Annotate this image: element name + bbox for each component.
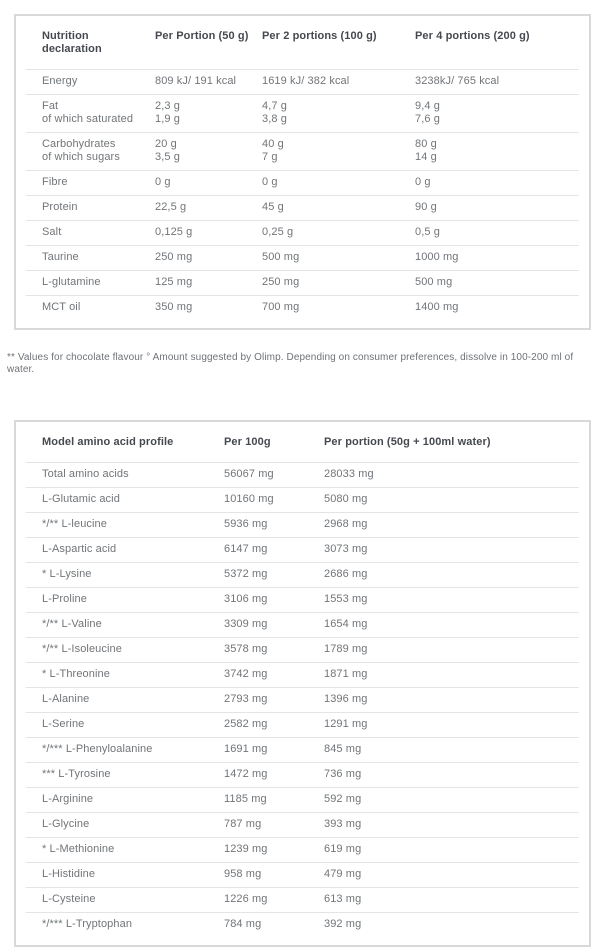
value-per-portion: 250 mg: [155, 251, 193, 263]
nutrition-header-per-4-portions: Per 4 portions (200 g): [415, 30, 530, 42]
value-per-portion: 809 kJ/ 191 kcal: [155, 75, 237, 87]
row-label: L-Cysteine: [42, 893, 96, 905]
table-row-salt: [26, 220, 579, 245]
table-row-l-glutamine: [26, 270, 579, 295]
table-row-total-amino-acids: [26, 462, 579, 487]
row-label: Carbohydrates: [42, 138, 116, 150]
value-per-100g: 3106 mg: [224, 593, 268, 605]
row-label: L-Serine: [42, 718, 85, 730]
value-per-100g: 787 mg: [224, 818, 262, 830]
value-per-portion: 2968 mg: [324, 518, 368, 530]
subvalue-per-4-portions: 7,6 g: [415, 113, 440, 125]
table-row-protein: [26, 195, 579, 220]
table-row-l-histidine: [26, 862, 579, 887]
value-per-portion: 2686 mg: [324, 568, 368, 580]
value-per-100g: 10160 mg: [224, 493, 274, 505]
subvalue-per-portion: 1,9 g: [155, 113, 180, 125]
value-per-4-portions: 3238kJ/ 765 kcal: [415, 75, 500, 87]
value-per-100g: 1226 mg: [224, 893, 268, 905]
row-label: */** L-leucine: [42, 518, 107, 530]
table-row-l-leucine: [26, 512, 579, 537]
value-per-100g: 2793 mg: [224, 693, 268, 705]
value-per-4-portions: 9,4 g: [415, 100, 440, 112]
value-per-portion: 736 mg: [324, 768, 362, 780]
nutrition-header-declaration: Nutrition declaration: [42, 30, 102, 55]
table-row-l-lysine: [26, 562, 579, 587]
row-label: */*** L-Phenyloalanine: [42, 743, 153, 755]
row-label: L-Proline: [42, 593, 87, 605]
value-per-100g: 5936 mg: [224, 518, 268, 530]
row-sublabel: of which sugars: [42, 151, 120, 163]
table-row-l-aspartic-acid: [26, 537, 579, 562]
value-per-portion: 350 mg: [155, 301, 193, 313]
nutrition-header-row: [26, 16, 579, 69]
table-row-l-methionine: [26, 837, 579, 862]
table-row-l-arginine: [26, 787, 579, 812]
value-per-2-portions: 0 g: [262, 176, 278, 188]
value-per-portion: 845 mg: [324, 743, 362, 755]
value-per-2-portions: 4,7 g: [262, 100, 287, 112]
value-per-4-portions: 90 g: [415, 201, 437, 213]
table-row-l-glutamic-acid: [26, 487, 579, 512]
footnote-text: ** Values for chocolate flavour ° Amount suggested by Olimp. Depending on consumer preferences, dissolve in 100-200 ml of water.: [7, 352, 574, 375]
value-per-portion: 1396 mg: [324, 693, 368, 705]
table-row-fat: [26, 94, 579, 132]
table-row-l-valine: [26, 612, 579, 637]
table-row-l-cysteine: [26, 887, 579, 912]
value-per-2-portions: 45 g: [262, 201, 284, 213]
value-per-portion: 393 mg: [324, 818, 362, 830]
value-per-100g: 1185 mg: [224, 793, 267, 805]
value-per-2-portions-group: [262, 138, 415, 164]
table-row-taurine: [26, 245, 579, 270]
value-per-portion: 1553 mg: [324, 593, 368, 605]
value-per-100g: 3578 mg: [224, 643, 268, 655]
subvalue-per-4-portions: 14 g: [415, 151, 437, 163]
row-label: Taurine: [42, 251, 79, 263]
value-per-100g: 1691 mg: [224, 743, 268, 755]
row-label: MCT oil: [42, 301, 81, 313]
value-per-portion: 592 mg: [324, 793, 362, 805]
value-per-4-portions: 1000 mg: [415, 251, 459, 263]
table-row-l-threonine: [26, 662, 579, 687]
nutrition-declaration-table: [14, 14, 591, 330]
row-label-group: [42, 138, 155, 164]
value-per-portion: 619 mg: [324, 843, 362, 855]
subvalue-per-2-portions: 7 g: [262, 151, 278, 163]
row-label: * L-Methionine: [42, 843, 115, 855]
row-label: Energy: [42, 75, 78, 87]
table-row-energy: [26, 69, 579, 94]
value-per-2-portions: 0,25 g: [262, 226, 294, 238]
value-per-portion: 1789 mg: [324, 643, 368, 655]
value-per-portion: 2,3 g: [155, 100, 180, 112]
value-per-2-portions: 250 mg: [262, 276, 300, 288]
amino-table-body: [26, 422, 579, 945]
value-per-portion: 0 g: [155, 176, 171, 188]
value-per-portion: 479 mg: [324, 868, 362, 880]
table-row-l-phenyloalanine: [26, 737, 579, 762]
subvalue-per-portion: 3,5 g: [155, 151, 180, 163]
table-row-l-isoleucine: [26, 637, 579, 662]
nutrition-table-body: [26, 16, 579, 328]
nutrition-header-per-portion: Per Portion (50 g): [155, 30, 249, 42]
table-row-l-tyrosine: [26, 762, 579, 787]
value-per-portion: 1654 mg: [324, 618, 368, 630]
value-per-4-portions: 0 g: [415, 176, 431, 188]
amino-header-per-100g: Per 100g: [224, 436, 271, 448]
row-label: Protein: [42, 201, 78, 213]
value-per-100g: 1239 mg: [224, 843, 268, 855]
row-label: Total amino acids: [42, 468, 129, 480]
table-row-l-alanine: [26, 687, 579, 712]
value-per-portion: 125 mg: [155, 276, 193, 288]
value-per-100g: 784 mg: [224, 918, 262, 930]
value-per-portion-group: [155, 100, 262, 126]
row-label: Fibre: [42, 176, 68, 188]
row-label: Salt: [42, 226, 62, 238]
value-per-4-portions: 80 g: [415, 138, 437, 150]
row-label: L-Histidine: [42, 868, 96, 880]
row-label: L-Arginine: [42, 793, 94, 805]
value-per-portion-group: [155, 138, 262, 164]
table-row-fibre: [26, 170, 579, 195]
value-per-100g: 958 mg: [224, 868, 262, 880]
row-label: Fat: [42, 100, 59, 112]
value-per-portion: 28033 mg: [324, 468, 374, 480]
table-row-l-glycine: [26, 812, 579, 837]
value-per-portion: 3073 mg: [324, 543, 368, 555]
value-per-100g: 1472 mg: [224, 768, 268, 780]
value-per-100g: 56067 mg: [224, 468, 274, 480]
table-row-mct-oil: [26, 295, 579, 328]
value-per-4-portions: 0,5 g: [415, 226, 440, 238]
value-per-2-portions: 1619 kJ/ 382 kcal: [262, 75, 350, 87]
value-per-100g: 5372 mg: [224, 568, 268, 580]
value-per-portion: 20 g: [155, 138, 177, 150]
value-per-100g: 6147 mg: [224, 543, 268, 555]
row-label: */** L-Isoleucine: [42, 643, 122, 655]
row-label-group: [42, 100, 155, 126]
amino-header-row: [26, 422, 579, 462]
row-label: *** L-Tyrosine: [42, 768, 111, 780]
table-row-l-proline: [26, 587, 579, 612]
table-row-carbohydrates: [26, 132, 579, 170]
value-per-portion: 22,5 g: [155, 201, 187, 213]
table-row-l-serine: [26, 712, 579, 737]
value-per-2-portions: 700 mg: [262, 301, 300, 313]
subvalue-per-2-portions: 3,8 g: [262, 113, 287, 125]
value-per-portion: 1291 mg: [324, 718, 368, 730]
row-label: * L-Lysine: [42, 568, 92, 580]
value-per-portion: 1871 mg: [324, 668, 368, 680]
row-label: L-Glycine: [42, 818, 90, 830]
row-label: L-Alanine: [42, 693, 90, 705]
amino-header-per-portion: Per portion (50g + 100ml water): [324, 436, 491, 448]
row-sublabel: of which saturated: [42, 113, 134, 125]
value-per-portion: 613 mg: [324, 893, 362, 905]
value-per-portion: 392 mg: [324, 918, 362, 930]
value-per-100g: 3309 mg: [224, 618, 268, 630]
row-label: L-Aspartic acid: [42, 543, 117, 555]
value-per-2-portions-group: [262, 100, 415, 126]
value-per-4-portions-group: [415, 138, 579, 164]
value-per-portion: 5080 mg: [324, 493, 368, 505]
value-per-2-portions: 40 g: [262, 138, 284, 150]
nutrition-header-per-2-portions: Per 2 portions (100 g): [262, 30, 377, 42]
amino-header-profile: Model amino acid profile: [42, 436, 174, 448]
row-label: L-glutamine: [42, 276, 101, 288]
value-per-4-portions: 500 mg: [415, 276, 453, 288]
value-per-portion: 0,125 g: [155, 226, 193, 238]
row-label: * L-Threonine: [42, 668, 110, 680]
value-per-2-portions: 500 mg: [262, 251, 300, 263]
amino-acid-profile-table: [14, 420, 591, 947]
row-label: L-Glutamic acid: [42, 493, 120, 505]
value-per-4-portions: 1400 mg: [415, 301, 459, 313]
row-label: */** L-Valine: [42, 618, 102, 630]
value-per-4-portions-group: [415, 100, 579, 126]
value-per-100g: 2582 mg: [224, 718, 268, 730]
value-per-100g: 3742 mg: [224, 668, 268, 680]
row-label: */*** L-Tryptophan: [42, 918, 133, 930]
table-row-l-tryptophan: [26, 912, 579, 945]
